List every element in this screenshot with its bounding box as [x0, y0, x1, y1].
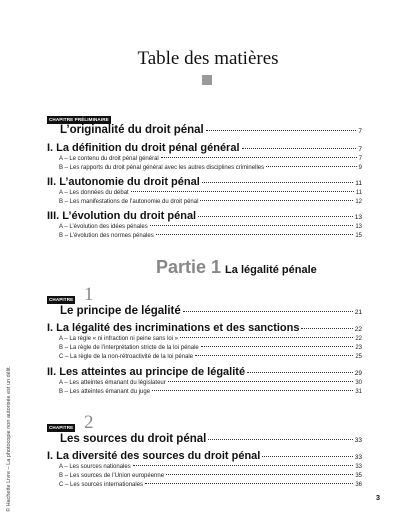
- toc-item-page: 31: [355, 389, 362, 395]
- toc-item-label: C – La règle de la non-rétroactivité de la loi pénale: [59, 354, 194, 360]
- toc-item-label: C – Les sources internationales: [59, 482, 144, 488]
- part-title: La légalité pénale: [225, 264, 317, 276]
- toc-entry-page: 21: [354, 309, 362, 316]
- toc-item-page: 36: [355, 482, 362, 488]
- toc-entry-label: Le principe de légalité: [60, 305, 181, 317]
- chapter-number: 1: [84, 284, 94, 305]
- toc-item-label: A – Les sources nationales: [59, 464, 131, 470]
- toc-item[interactable]: [59, 464, 362, 470]
- toc-section-label: II. L’autonomie du droit pénal: [47, 176, 200, 188]
- leader-dots: [150, 225, 354, 226]
- toc-item-page: 13: [355, 224, 362, 230]
- toc-item[interactable]: [59, 389, 362, 395]
- toc-section-page: 22: [354, 326, 362, 333]
- toc-entry-preliminaire[interactable]: [60, 124, 362, 136]
- toc-item[interactable]: [59, 224, 362, 230]
- toc-section-page: 11: [355, 180, 362, 187]
- toc-item-label: B – Les atteintes émanant du juge: [59, 389, 151, 395]
- toc-entry-label: Les sources du droit pénal: [60, 433, 207, 445]
- toc-item-label: A – L’évolution des idées pénales: [59, 224, 148, 230]
- toc-item[interactable]: [59, 482, 362, 488]
- toc-section-label: I. La définition du droit pénal général: [47, 142, 240, 154]
- leader-dots: [200, 200, 353, 201]
- toc-section[interactable]: [47, 322, 362, 334]
- toc-entry-chapter[interactable]: [60, 305, 362, 317]
- toc-item[interactable]: [59, 336, 362, 342]
- leader-dots: [202, 182, 353, 183]
- toc-item-page: 7: [358, 156, 362, 162]
- leader-dots: [183, 311, 353, 312]
- toc-item-page: 25: [355, 354, 362, 360]
- copyright-notice: © Hachette Livre – La photocopie non autorisée est un délit.: [6, 365, 12, 512]
- toc-section-label: I. La légalité des incriminations et des sanctions: [47, 322, 300, 334]
- title-ornament: [202, 75, 212, 85]
- leader-dots: [201, 346, 354, 347]
- leader-dots: [208, 439, 352, 440]
- toc-item[interactable]: [59, 199, 362, 205]
- toc-section-page: 33: [354, 454, 362, 461]
- leader-dots: [161, 157, 357, 158]
- toc-item-page: 35: [355, 473, 362, 479]
- page-title: Table des matières: [137, 48, 279, 69]
- leader-dots: [301, 328, 352, 329]
- toc-section[interactable]: [47, 366, 362, 378]
- leader-dots: [131, 191, 354, 192]
- toc-item[interactable]: [59, 165, 362, 171]
- toc-item-label: B – La règle de l’interprétation stricte de la loi pénale: [59, 345, 199, 351]
- toc-section[interactable]: [47, 210, 362, 222]
- page-number: 3: [375, 493, 380, 502]
- toc-section[interactable]: [47, 450, 362, 462]
- part-number: Partie 1: [156, 257, 222, 277]
- toc-item-label: A – Le contenu du droit pénal général: [59, 156, 159, 162]
- leader-dots: [198, 216, 353, 217]
- leader-dots: [145, 483, 353, 484]
- toc-item-label: A – Les atteintes émanant du législateur: [59, 380, 166, 386]
- toc-item-page: 9: [358, 165, 362, 171]
- toc-entry-chapter[interactable]: [60, 433, 362, 445]
- leader-dots: [133, 465, 354, 466]
- toc-item-page: 11: [355, 190, 362, 196]
- toc-item[interactable]: [59, 190, 362, 196]
- toc-section-page: 7: [358, 146, 362, 153]
- leader-dots: [152, 390, 353, 391]
- leader-dots: [180, 337, 353, 338]
- toc-entry-label: L’originalité du droit pénal: [60, 124, 204, 136]
- toc-item-label: B – Les manifestations de l’autonomie du droit pénal: [59, 199, 199, 205]
- leader-dots: [166, 474, 353, 475]
- toc-item-label: A – La règle « ni infraction ni peine sans loi »: [59, 336, 179, 342]
- leader-dots: [262, 456, 352, 457]
- toc-section-label: II. Les atteintes au principe de légalité: [47, 366, 246, 378]
- leader-dots: [206, 130, 357, 131]
- toc-item-page: 33: [355, 464, 362, 470]
- toc-item-page: 30: [355, 380, 362, 386]
- chapter-number: 2: [84, 412, 94, 433]
- toc-section[interactable]: [47, 142, 362, 154]
- leader-dots: [156, 234, 354, 235]
- leader-dots: [247, 372, 353, 373]
- toc-item-page: 22: [355, 336, 362, 342]
- toc-entry-page: 7: [358, 128, 362, 135]
- leader-dots: [195, 355, 353, 356]
- toc-item[interactable]: [59, 380, 362, 386]
- toc-item[interactable]: [59, 233, 362, 239]
- toc-item[interactable]: [59, 345, 362, 351]
- toc-item-label: B – Les sources de l’Union européenne: [59, 473, 165, 479]
- toc-item-page: 12: [355, 199, 362, 205]
- toc-entry-page: 33: [354, 437, 362, 444]
- leader-dots: [266, 166, 357, 167]
- part-heading: [156, 257, 317, 278]
- chapter-badge: CHAPITRE: [49, 297, 74, 302]
- toc-item-page: 23: [355, 345, 362, 351]
- toc-item-label: A – Les données du débat: [59, 190, 129, 196]
- toc-section-page: 29: [354, 370, 362, 377]
- toc-item[interactable]: [59, 156, 362, 162]
- chapter-badge-preliminaire: CHAPITRE PRÉLIMINAIRE: [49, 117, 109, 122]
- leader-dots: [168, 381, 354, 382]
- chapter-badge: CHAPITRE: [49, 425, 74, 430]
- leader-dots: [242, 148, 357, 149]
- toc-item[interactable]: [59, 473, 362, 479]
- toc-item-label: B – L’évolution des normes pénales: [59, 233, 154, 239]
- toc-item-page: 15: [355, 233, 362, 239]
- toc-section[interactable]: [47, 176, 362, 188]
- toc-section-label: I. La diversité des sources du droit pénal: [47, 450, 261, 462]
- toc-item-label: B – Les rapports du droit pénal général avec les autres disciplines criminelles: [59, 165, 265, 171]
- toc-item[interactable]: [59, 354, 362, 360]
- toc-section-label: III. L’évolution du droit pénal: [47, 210, 197, 222]
- toc-section-page: 13: [354, 214, 362, 221]
